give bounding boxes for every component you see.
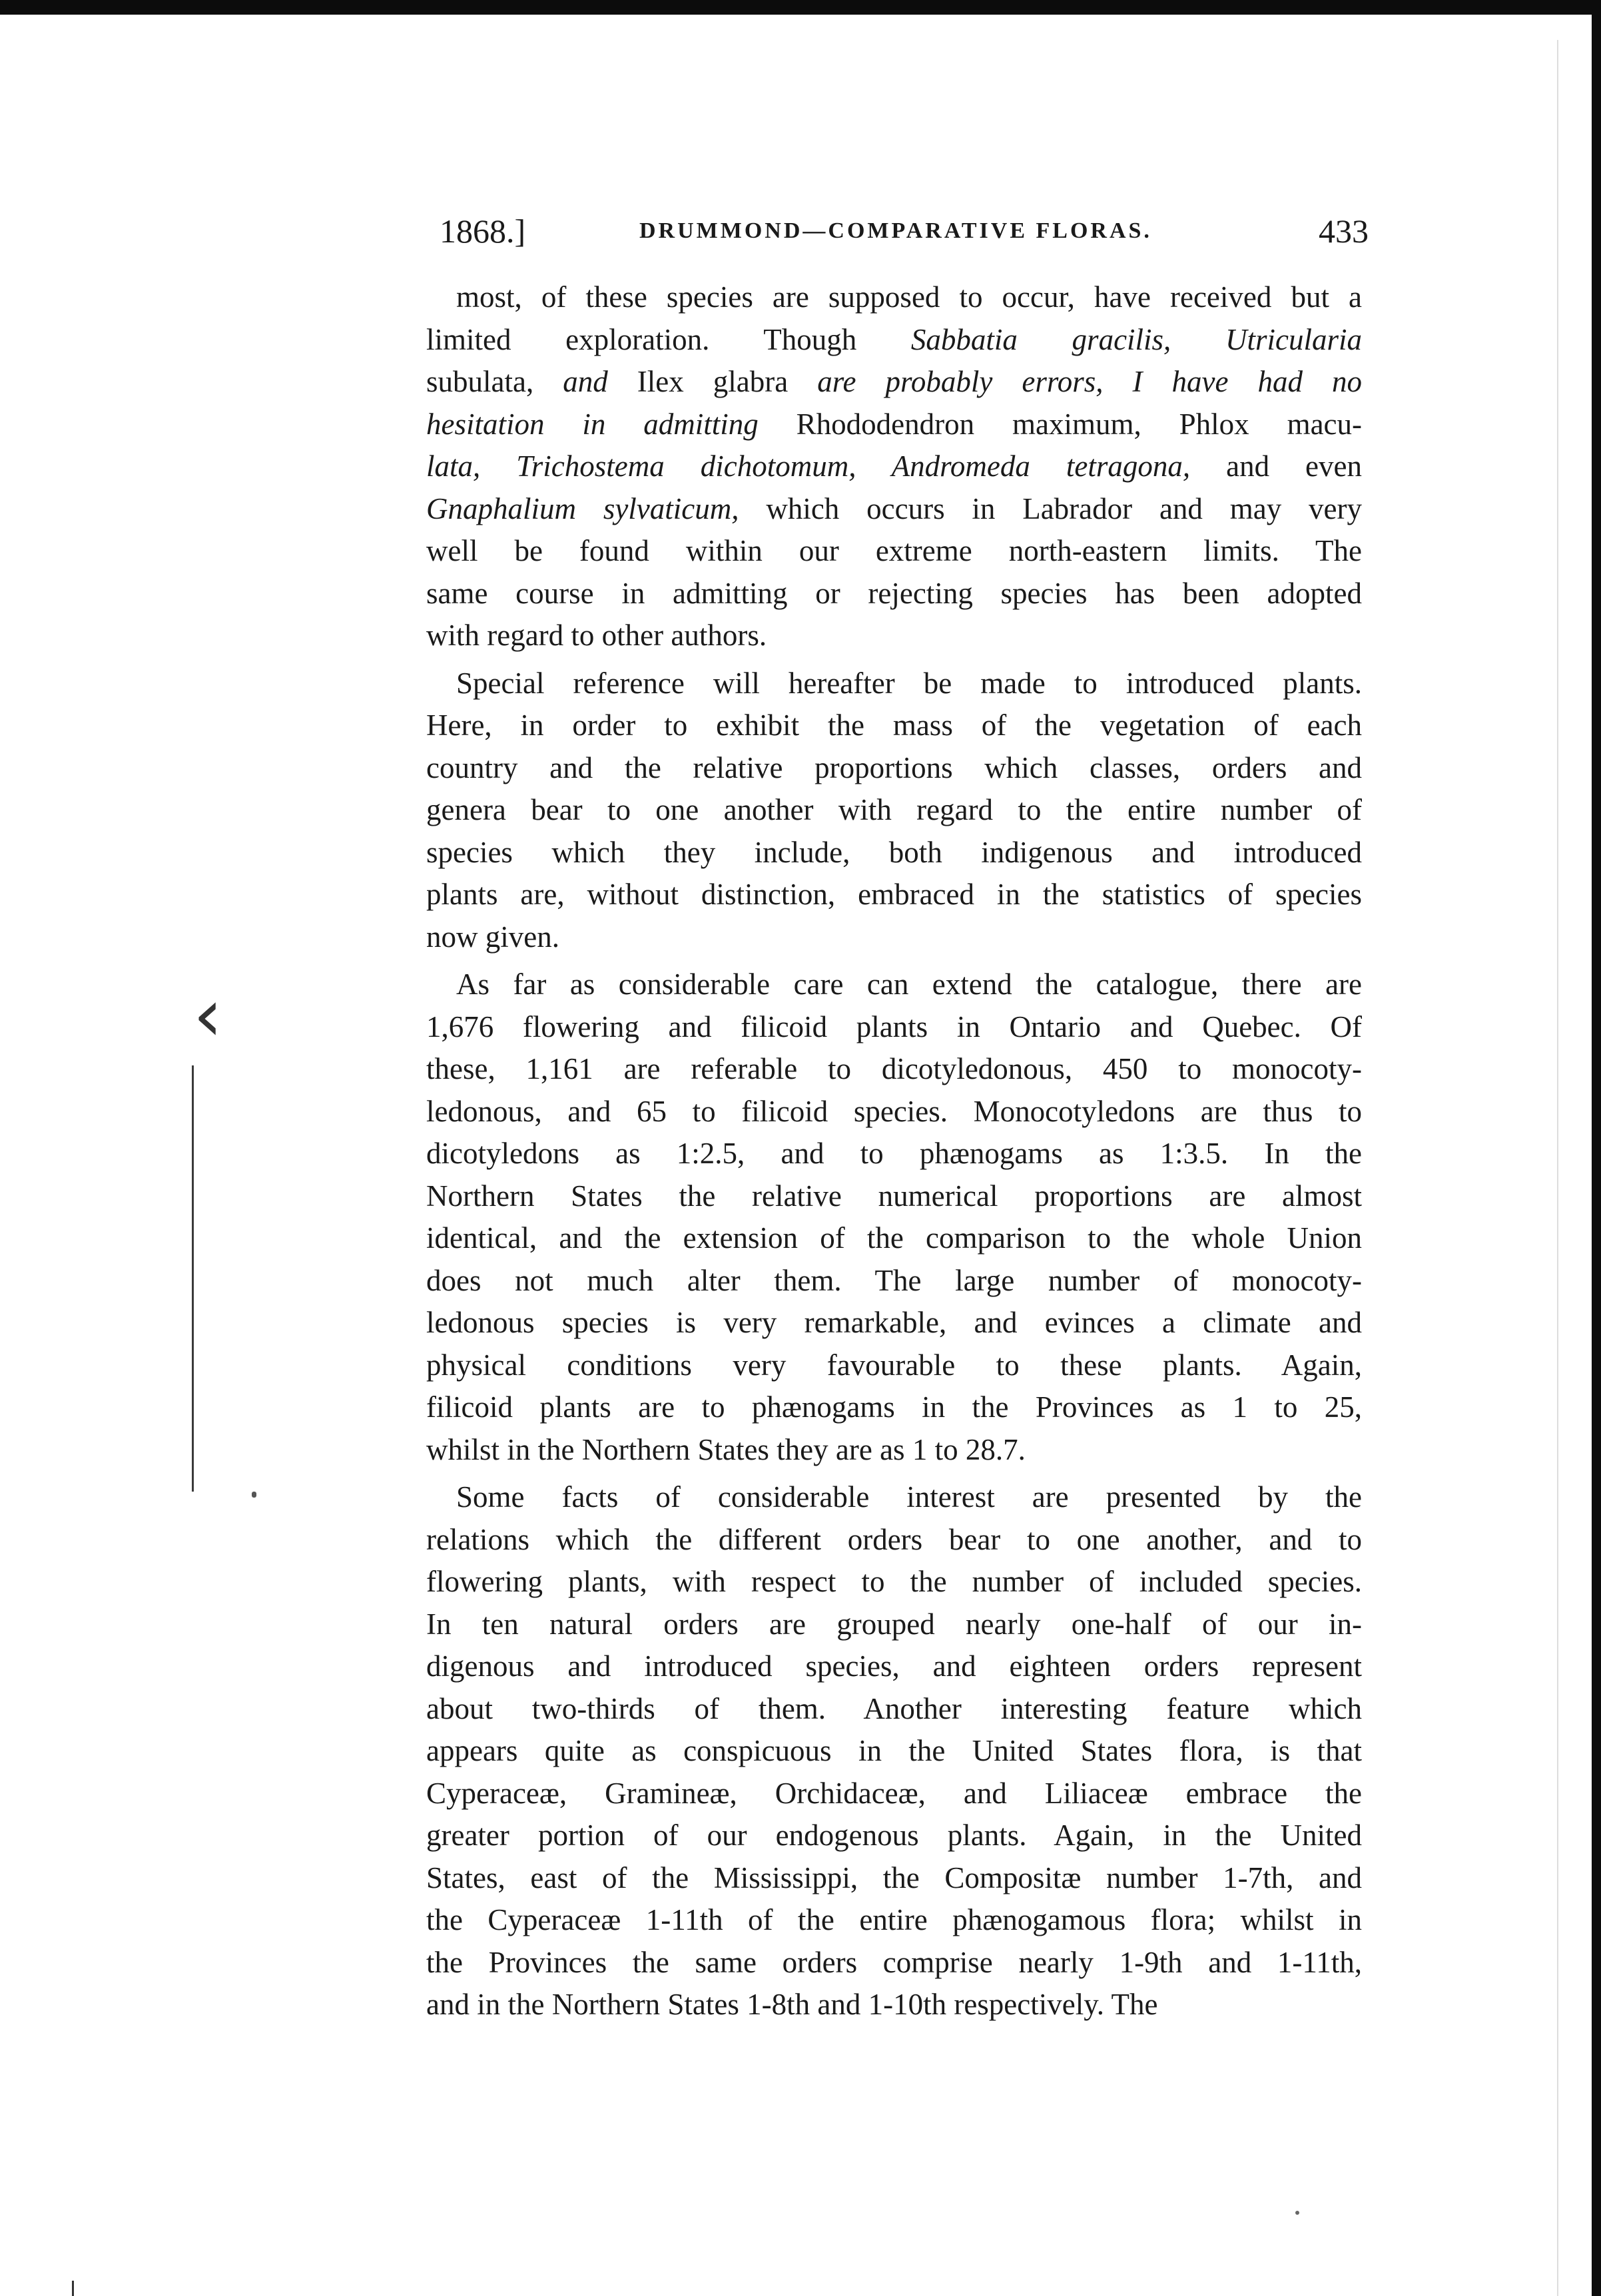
text-line: about two-thirds of them. Another interesting feature which [426,1691,1362,1725]
page-edge-line [1557,40,1558,2296]
text-line: ledonous species is very remarkable, and evinces a climate and [426,1306,1362,1339]
running-header [440,206,1369,260]
text-line: genera bear to one another with regard to the entire number of [426,793,1362,826]
page-number: 433 [1319,212,1369,250]
bottom-tick-mark [72,2281,74,2296]
text-line: Northern States the relative numerical proportions are almost [426,1179,1362,1213]
scan-right-border [1592,0,1601,2296]
text-line: does not much alter them. The large number of monocoty- [426,1263,1362,1297]
text-line: flowering plants, with respect to the number of included species. [426,1565,1362,1598]
text-line: ledonous, and 65 to filicoid species. Monocotyledons are thus to [426,1094,1362,1128]
text-line: As far as considerable care can extend the catalogue, there are [456,968,1362,1001]
text-line: hesitation in admitting Rhododendron maximum, Phlox macu- [426,407,1362,441]
paragraph-3 [426,964,1362,1471]
margin-dot [252,1492,256,1498]
text-line: appears quite as conspicuous in the United States flora, is that [426,1734,1362,1767]
text-line: well be found within our extreme north-eastern limits. The [426,534,1362,567]
text-line: whilst in the Northern States they are as 1 to 28.7. [426,1432,1026,1466]
text-line: digenous and introduced species, and eighteen orders represent [426,1649,1362,1683]
page-body [426,276,1362,2032]
paragraph-1 [426,276,1362,657]
text-line: States, east of the Mississippi, the Compositæ number 1-7th, and [426,1861,1362,1894]
header-year: 1868.] [440,212,526,250]
scan-top-border [0,0,1601,15]
speck-mark [1295,2211,1299,2215]
text-line: and in the Northern States 1-8th and 1-10th respectively. The [426,1988,1158,2021]
text-line: In ten natural orders are grouped nearly one-half of our in- [426,1607,1362,1641]
text-line: relations which the different orders bear to one another, and to [426,1522,1362,1556]
text-line: the Cyperaceæ 1-11th of the entire phænogamous flora; whilst in [426,1903,1362,1936]
header-title: DRUMMOND—COMPARATIVE FLORAS. [639,218,1152,243]
text-line: Gnaphalium sylvaticum, which occurs in Labrador and may very [426,491,1363,525]
text-line: Here, in order to exhibit the mass of the vegetation of each [426,709,1362,742]
paragraph-4 [426,1476,1362,2026]
text-line: identical, and the extension of the comparison to the whole Union [426,1221,1362,1255]
text-line: greater portion of our endogenous plants. Again, in the United [426,1819,1362,1852]
text-line: subulata, and Ilex glabra are probably errors, I have had no [426,365,1362,398]
text-line: species which they include, both indigenous and introduced [426,835,1362,869]
text-line: most, of these species are supposed to occur, have received but a [456,280,1362,314]
text-line: Special reference will hereafter be made to introduced plants. [456,666,1362,700]
text-line: Some facts of considerable interest are presented by the [456,1480,1362,1514]
text-line: filicoid plants are to phænogams in the Provinces as 1 to 25, [426,1390,1362,1424]
text-line: now given. [426,920,559,954]
margin-bracket-mark: ‹ [193,972,222,1057]
text-line: dicotyledons as 1:2.5, and to phænogams as 1:3.5. In the [426,1137,1362,1170]
paragraph-2 [426,663,1362,959]
text-line: Cyperaceæ, Gramineæ, Orchidaceæ, and Liliaceæ embrace the [426,1776,1362,1810]
margin-rule [192,1065,194,1492]
text-line: the Provinces the same orders comprise nearly 1-9th and 1-11th, [426,1945,1362,1979]
text-line: these, 1,161 are referable to dicotyledonous, 450 to monocoty- [426,1052,1362,1085]
text-line: plants are, without distinction, embraced in the statistics of species [426,878,1362,911]
text-line: lata, Trichostema dichotomum, Andromeda tetragona, and even [426,449,1362,483]
text-line: same course in admitting or rejecting species has been adopted [426,576,1362,610]
text-line: physical conditions very favourable to these plants. Again, [426,1348,1362,1382]
text-line: limited exploration. Though Sabbatia gracilis, Utricularia [426,322,1362,356]
text-line: 1,676 flowering and filicoid plants in Ontario and Quebec. Of [426,1009,1362,1043]
text-line: country and the relative proportions which classes, orders and [426,750,1362,784]
text-line: with regard to other authors. [426,619,767,652]
